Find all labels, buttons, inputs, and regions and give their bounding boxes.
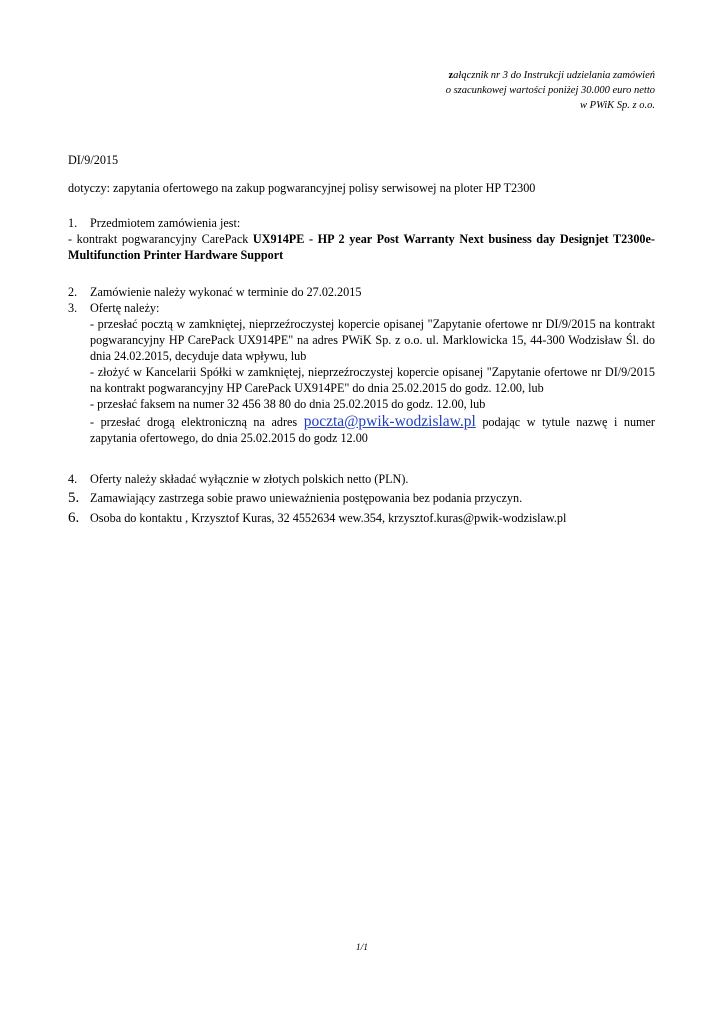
item-5-number: 5. [68, 490, 80, 506]
attachment-line-2: o szacunkowej wartości poniżej 30.000 euro netto [445, 85, 655, 96]
item-1-product: UX914PE - HP 2 year Post Warranty Next business day Designjet T2300e-Multifunction Printer Hardware Support [68, 232, 655, 262]
item-3 [68, 300, 655, 446]
item-1-number: 1. [68, 216, 78, 230]
item-3-option-office: - złożyć w Kancelarii Spółki w zamkniętej, nieprzeźroczystej kopercie opisanej "Zapytanie ofertowe nr DI/9/2015 na kontrakt pogwarancyjny HP CarePack UX914PE" do dnia 25.02.2015 do godz. 12.00, lub [90, 365, 655, 395]
item-3-text: Ofertę należy: [90, 301, 160, 315]
item-3-email-prefix: - przesłać drogą elektroniczną na adres [90, 415, 304, 429]
page-number: 1/1 [355, 943, 369, 953]
item-4 [68, 471, 655, 487]
email-link[interactable]: poczta@pwik-wodzislaw.pl [303, 413, 476, 430]
item-3-email-suffix: podając w tytule nazwę i numer zapytania ofertowego, do dnia 25.02.2015 do godz 12.00 [90, 415, 655, 445]
item-1-detail [68, 231, 655, 263]
item-2 [68, 284, 655, 300]
attachment-line-1-text: ałącznik nr 3 do Instrukcji udzielania zamówień [453, 70, 655, 81]
item-1-text: Przedmiotem zamówienia jest: [90, 216, 241, 230]
item-3-option-fax: - przesłać faksem na numer 32 456 38 80 do dnia 25.02.2015 do godz. 12.00, lub [90, 397, 486, 411]
item-5 [68, 490, 655, 506]
item-3-option-email [68, 414, 655, 446]
item-3-option-mail: - przesłać pocztą w zamkniętej, nieprzeźroczystej kopercie opisanej "Zapytanie ofertowe nr DI/9/2015 na kontrakt pogwarancyjny HP CarePack UX914PE" na adres PWiK Sp. z o.o. ul. Marklowicka 15, 44-300 Wodzisław Śl. do dnia 24.02.2015, decyduje data wpływu, lub [90, 317, 655, 363]
item-5-text: Zamawiający zastrzega sobie prawo unieważnienia postępowania bez podania przyczyn. [90, 491, 523, 505]
item-6-number: 6. [68, 510, 80, 526]
attachment-initial: z [448, 70, 454, 81]
item-2-text: Zamówienie należy wykonać w terminie do 27.02.2015 [90, 285, 362, 299]
item-3-number: 3. [68, 301, 78, 315]
subject-line: dotyczy: zapytania ofertowego na zakup pogwarancyjnej polisy serwisowej na ploter HP T2300 [68, 181, 536, 195]
item-6 [68, 510, 655, 526]
item-1 [68, 215, 655, 263]
attachment-note [446, 68, 655, 113]
item-6-text: Osoba do kontaktu , Krzysztof Kuras, 32 4552634 wew.354, krzysztof.kuras@pwik-wodzislaw.pl [90, 511, 567, 525]
item-1-detail-prefix: - kontrakt pogwarancyjny CarePack [68, 232, 253, 246]
item-4-number: 4. [68, 472, 78, 486]
reference-number: DI/9/2015 [68, 153, 119, 167]
item-4-text: Oferty należy składać wyłącznie w złotych polskich netto (PLN). [90, 472, 409, 486]
attachment-line-3: w PWiK Sp. z o.o. [580, 100, 655, 111]
attachment-line-1 [446, 68, 655, 83]
item-2-number: 2. [68, 285, 78, 299]
